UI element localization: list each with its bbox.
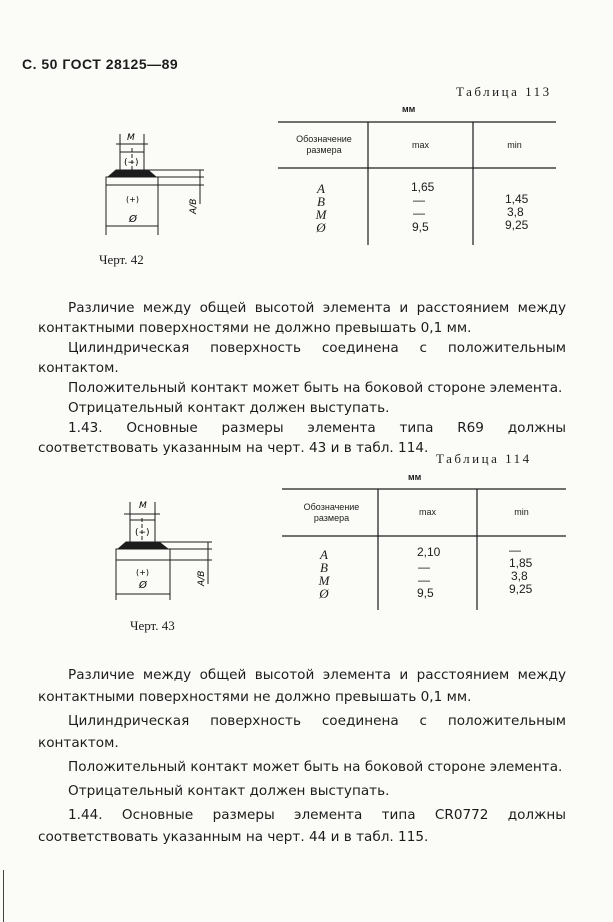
figure-43-label-ab: A/B bbox=[197, 570, 207, 586]
table-113-cell-min: 1,45 bbox=[505, 192, 529, 206]
table-114-row-symbol: B bbox=[320, 560, 328, 575]
table-114-units: мм bbox=[408, 472, 422, 482]
table-114-row-symbol: Ø bbox=[319, 586, 329, 601]
paragraph: Положительный контакт может быть на боковой стороне элемента. bbox=[68, 380, 563, 396]
table-114-header-max: max bbox=[418, 507, 436, 517]
table-113-row-symbol: M bbox=[315, 207, 327, 222]
margin-mark bbox=[3, 870, 4, 922]
figure-42-label-diameter: Ø bbox=[129, 214, 137, 225]
table-114-header-designation-text: Обозначение размера bbox=[303, 502, 360, 523]
table-114-cell-min: 9,25 bbox=[509, 582, 533, 596]
figure-43-label-diameter: Ø bbox=[139, 580, 147, 591]
table-113-cell-max: 9,5 bbox=[412, 220, 429, 234]
table-113-header-max: max bbox=[411, 140, 429, 150]
table-113-cell-min: 3,8 bbox=[507, 205, 524, 219]
table-114-cell-min: 1,85 bbox=[509, 556, 533, 570]
table-113-row-symbol: B bbox=[317, 194, 325, 209]
table-113-row-symbol: A bbox=[317, 181, 325, 196]
table-113-cell-min: 9,25 bbox=[505, 218, 529, 232]
table-113-cell-max: — bbox=[413, 206, 425, 220]
table-114-cell-max: 9,5 bbox=[417, 586, 434, 600]
table-114-cell-max: 2,10 bbox=[417, 545, 441, 559]
table-113-cell-max: — bbox=[413, 193, 425, 207]
text-block-2 bbox=[38, 664, 566, 848]
figure-42-label-m: M bbox=[127, 133, 135, 143]
figure-42-label-positive: (+) bbox=[126, 195, 139, 204]
table-113-header-min: min bbox=[507, 140, 522, 150]
figure-42-label-ab: A/B bbox=[189, 198, 199, 214]
table-113-header-designation-text: Обозначение размера bbox=[296, 134, 352, 155]
figure-43-caption: Черт. 43 bbox=[130, 618, 175, 633]
table-114-cell-max: — bbox=[418, 560, 430, 574]
paragraph: Цилиндрическая поверхность соединена с положительным контактом. bbox=[38, 713, 566, 751]
table-113-caption: Таблица 113 bbox=[456, 84, 552, 99]
figure-42-label-negative: (−) bbox=[124, 158, 139, 168]
page-header: С. 50 ГОСТ 28125—89 bbox=[22, 56, 179, 72]
figure-42-caption: Черт. 42 bbox=[99, 252, 144, 267]
paragraph: Различие между общей высотой элемента и расстоянием между контактными поверхностями не должно превышать 0,1 мм. bbox=[38, 300, 566, 336]
paragraph: 1.43. Основные размеры элемента типа R69 должны соответствовать указанным на черт. 43 и в табл. 114. bbox=[38, 420, 566, 456]
paragraph: 1.44. Основные размеры элемента типа CR0772 должны соответствовать указанным на черт. 44 и в табл. 115. bbox=[38, 807, 566, 845]
table-114-header-min: min bbox=[514, 507, 529, 517]
table-113-row-symbol: Ø bbox=[316, 220, 326, 235]
table-114-cell-min: — bbox=[509, 543, 521, 557]
table-114-row-symbol: A bbox=[320, 547, 328, 562]
table-113-units: мм bbox=[402, 104, 416, 114]
figure-43-label-positive: (+) bbox=[136, 568, 149, 577]
paragraph: Отрицательный контакт должен выступать. bbox=[68, 783, 390, 799]
table-114-row-symbol: M bbox=[318, 573, 330, 588]
paragraph: Цилиндрическая поверхность соединена с положительным контактом. bbox=[38, 340, 566, 376]
figure-43-label-negative: (−) bbox=[135, 528, 150, 538]
table-114-cell-max: — bbox=[418, 573, 430, 587]
table-114-caption: Таблица 114 bbox=[436, 451, 532, 466]
table-114-header-designation bbox=[285, 502, 378, 524]
table-113-cell-max: 1,65 bbox=[411, 180, 435, 194]
paragraph: Отрицательный контакт должен выступать. bbox=[68, 400, 390, 416]
paragraph: Положительный контакт может быть на боковой стороне элемента. bbox=[68, 759, 563, 775]
figure-43-drawing bbox=[102, 498, 222, 610]
table-114-cell-min: 3,8 bbox=[511, 569, 528, 583]
figure-43-label-m: M bbox=[139, 501, 147, 511]
paragraph: Различие между общей высотой элемента и расстоянием между контактными поверхностями не должно превышать 0,1 мм. bbox=[38, 667, 566, 705]
